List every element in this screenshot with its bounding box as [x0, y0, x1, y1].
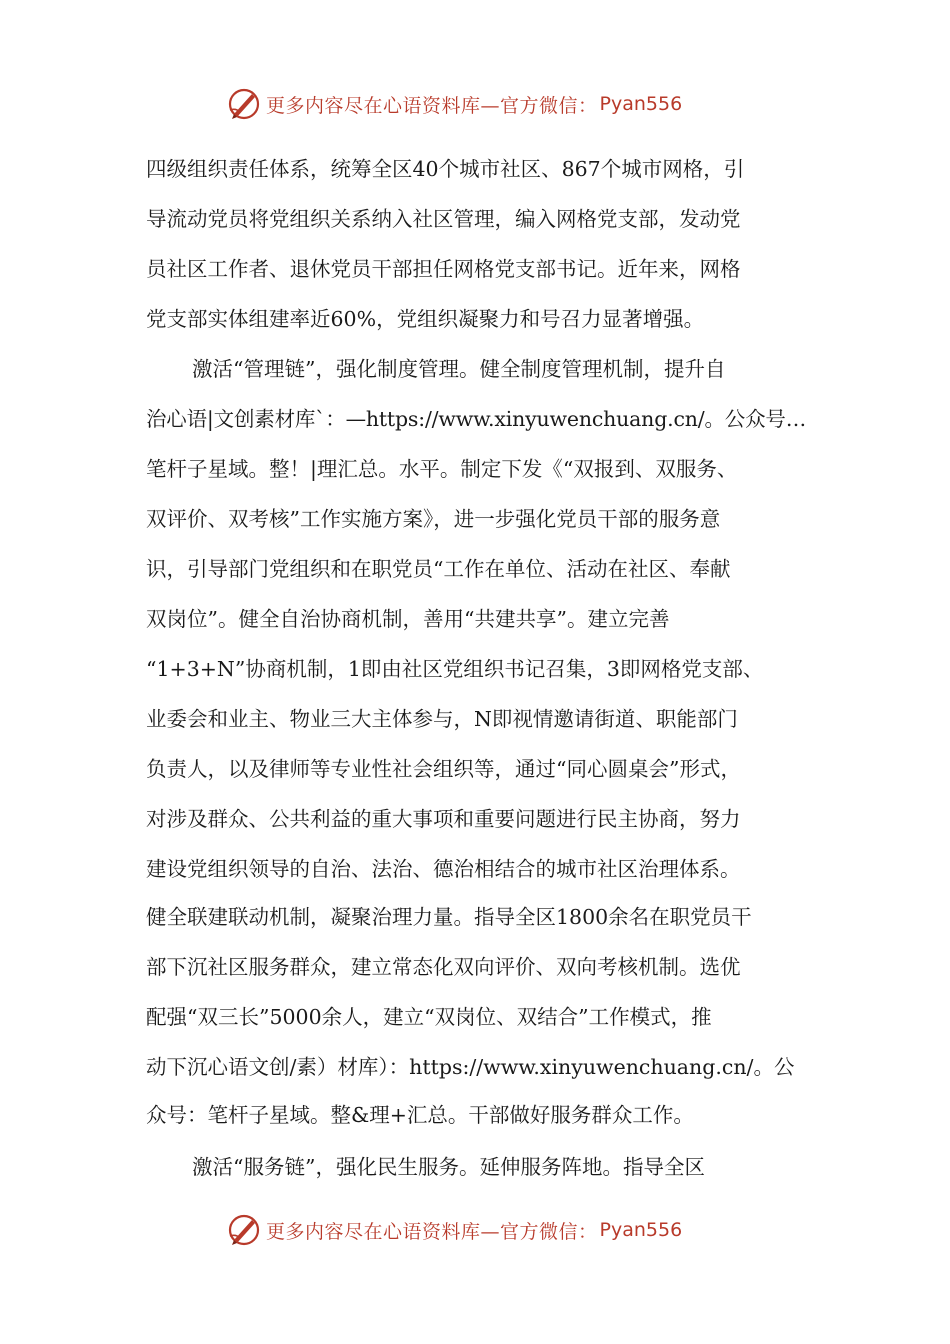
body-line: 激活“服务链”，强化民生服务。延伸服务阵地。指导全区 [192, 1155, 705, 1179]
pen-logo-icon [226, 1212, 262, 1248]
body-line: 健全联建联动机制，凝聚治理力量。指导全区1800余名在职党员干 [146, 905, 752, 929]
body-line: 配强“双三长”5000余人，建立“双岗位、双结合”工作模式，推 [146, 1005, 712, 1029]
body-line: 识，引导部门党组织和在职党员“工作在单位、活动在社区、奉献 [146, 557, 731, 581]
body-line: 负责人，以及律师等专业性社会组织等，通过“同心圆桌会”形式， [146, 757, 741, 781]
body-line: 治心语|文创素材库`：—https://www.xinyuwenchuang.cn/。公众号… [146, 407, 806, 431]
body-line: 部下沉社区服务群众，建立常态化双向评价、双向考核机制。选优 [146, 955, 741, 979]
body-line: 双评价、双考核”工作实施方案》，进一步强化党员干部的服务意 [146, 507, 721, 531]
header-watermark-banner [0, 84, 950, 124]
body-line: “1+3+N”协商机制，1即由社区党组织书记召集，3即网格党支部、 [146, 657, 764, 681]
body-line: 对涉及群众、公共利益的重大事项和重要问题进行民主协商，努力 [146, 807, 741, 831]
body-line: 建设党组织领导的自治、法治、德治相结合的城市社区治理体系。 [146, 857, 741, 881]
watermark-text: 更多内容尽在心语资料库—官方微信： [266, 94, 598, 117]
watermark-text: 更多内容尽在心语资料库—官方微信： [266, 1220, 598, 1243]
body-line: 导流动党员将党组织关系纳入社区管理，编入网格党支部，发动党 [146, 207, 741, 231]
body-line: 四级组织责任体系，统筹全区40个城市社区、867个城市网格，引 [146, 157, 745, 181]
body-line: 动下沉心语文创/素）材库）：https://www.xinyuwenchuang.cn/。公 [146, 1055, 795, 1079]
watermark-wechat-id: Pyan556 [599, 1219, 683, 1241]
body-line: 众号：笔杆子星域。整&理+汇总。干部做好服务群众工作。 [146, 1103, 694, 1127]
footer-watermark-banner [0, 1210, 950, 1250]
pen-logo-icon [226, 86, 262, 122]
body-line: 业委会和业主、物业三大主体参与，N即视情邀请街道、职能部门 [146, 707, 738, 731]
body-line: 笔杆子星域。整！|理汇总。水平。制定下发《“双报到、双服务、 [146, 457, 738, 481]
body-line: 党支部实体组建率近60%，党组织凝聚力和号召力显著增强。 [146, 307, 705, 331]
body-line: 激活“管理链”，强化制度管理。健全制度管理机制，提升自 [192, 357, 726, 381]
body-line: 员社区工作者、退休党员干部担任网格党支部书记。近年来，网格 [146, 257, 741, 281]
watermark-wechat-id: Pyan556 [599, 93, 683, 115]
body-line: 双岗位”。健全自治协商机制，善用“共建共享”。建立完善 [146, 607, 670, 631]
